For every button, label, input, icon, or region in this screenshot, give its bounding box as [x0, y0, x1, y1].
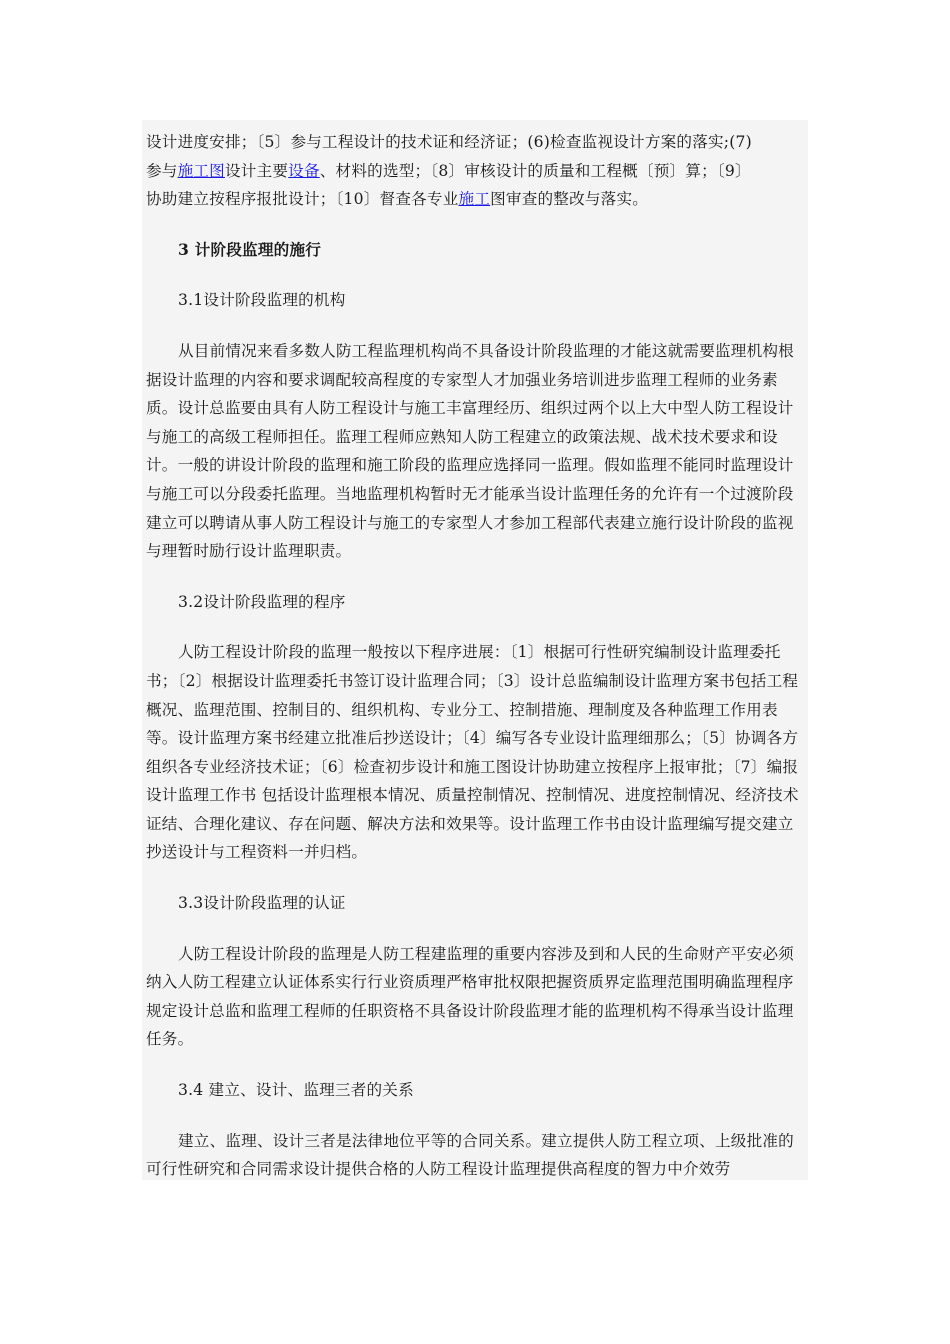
section-3-3-heading: 3.3设计阶段监理的认证 — [178, 894, 346, 913]
intro-text-3b: 图审查的整改与落实。 — [490, 190, 649, 209]
intro-paragraph — [146, 128, 806, 214]
intro-text-2a: 参与 — [146, 161, 178, 180]
document-body — [146, 128, 806, 1184]
intro-text-2c: 、材料的选型；〔8〕审核设计的质量和工程概〔预〕算；〔9〕 — [319, 161, 751, 180]
section-3-4-body: 建立、监理、设计三者是法律地位平等的合同关系。建立提供人防工程立项、上级批准的可行性研究和合同需求设计提供合格的人防工程设计监理提供高程度的智力中介效劳 — [146, 1131, 794, 1179]
section-3-heading: 3 计阶段监理的施行 — [178, 239, 322, 259]
section-3-2-heading: 3.2设计阶段监理的程序 — [178, 592, 346, 611]
link-construction[interactable]: 施工 — [458, 190, 491, 209]
section-3-2-body: 人防工程设计阶段的监理一般按以下程序进展：〔1〕根据可行性研究编制设计监理委托书；〔2〕根据设计监理委托书签订设计监理合同；〔3〕设计总监编制设计监理方案书包括工程概况、监理范围、控制目的、组织机构、专业分工、控制措施、理制度及各种监理工作用表等。设计监理方案书经建立批准后抄送设计；〔4〕编写各专业设计监理细那么；〔5〕协调各方组织各专业经济技术证；〔6〕检查初步设计和施工图设计协助建立按程序上报审批；〔7〕编报设计监理工作书 包括设计监理根本情况、质量控制情况、控制情况、进度控制情况、经济技术证结、合理化建议、存在问题、解决方法和效果等。设计监理工作书由设计监理编写提交建立抄送设计与工程资料一并归档。 — [146, 643, 799, 862]
section-3-4-heading: 3.4 建立、设计、监理三者的关系 — [178, 1081, 414, 1100]
section-3-3-body: 人防工程设计阶段的监理是人防工程建监理的重要内容涉及到和人民的生命财产平安必须纳入人防工程建立认证体系实行行业资质理严格审批权限把握资质界定监理范围明确监理程序规定设计总监和监理工程师的任职资格不具备设计阶段监理才能的监理机构不得承当设计监理任务。 — [146, 944, 794, 1049]
section-3-1-heading: 3.1设计阶段监理的机构 — [178, 291, 346, 310]
intro-line-1: 设计进度安排；〔5〕参与工程设计的技术证和经济证；(6)检查监视设计方案的落实;(7) — [146, 133, 752, 151]
link-construction-drawing[interactable]: 施工图 — [177, 161, 225, 180]
intro-text-2b: 设计主要 — [224, 161, 289, 180]
section-3-1-body: 从目前情况来看多数人防工程监理机构尚不具备设计阶段监理的才能这就需要监理机构根据设计监理的内容和要求调配较高程度的专家型人才加强业务培训进步监理工程师的业务素质。设计总监要由具有人防工程设计与施工丰富理经历、组织过两个以上大中型人防工程设计与施工的高级工程师担任。监理工程师应熟知人防工程建立的政策法规、战术技术要求和设计。一般的讲设计阶段的监理和施工阶段的监理应选择同一监理。假如监理不能同时监理设计与施工可以分段委托监理。当地监理机构暂时无才能承当设计监理任务的允许有一个过渡阶段建立可以聘请从事人防工程设计与施工的专家型人才参加工程部代表建立施行设计阶段的监视与理暂时励行设计监理职责。 — [146, 341, 794, 561]
link-equipment[interactable]: 设备 — [288, 161, 320, 180]
intro-text-3a: 协助建立按程序报批设计；〔10〕督查各专业 — [146, 190, 459, 209]
